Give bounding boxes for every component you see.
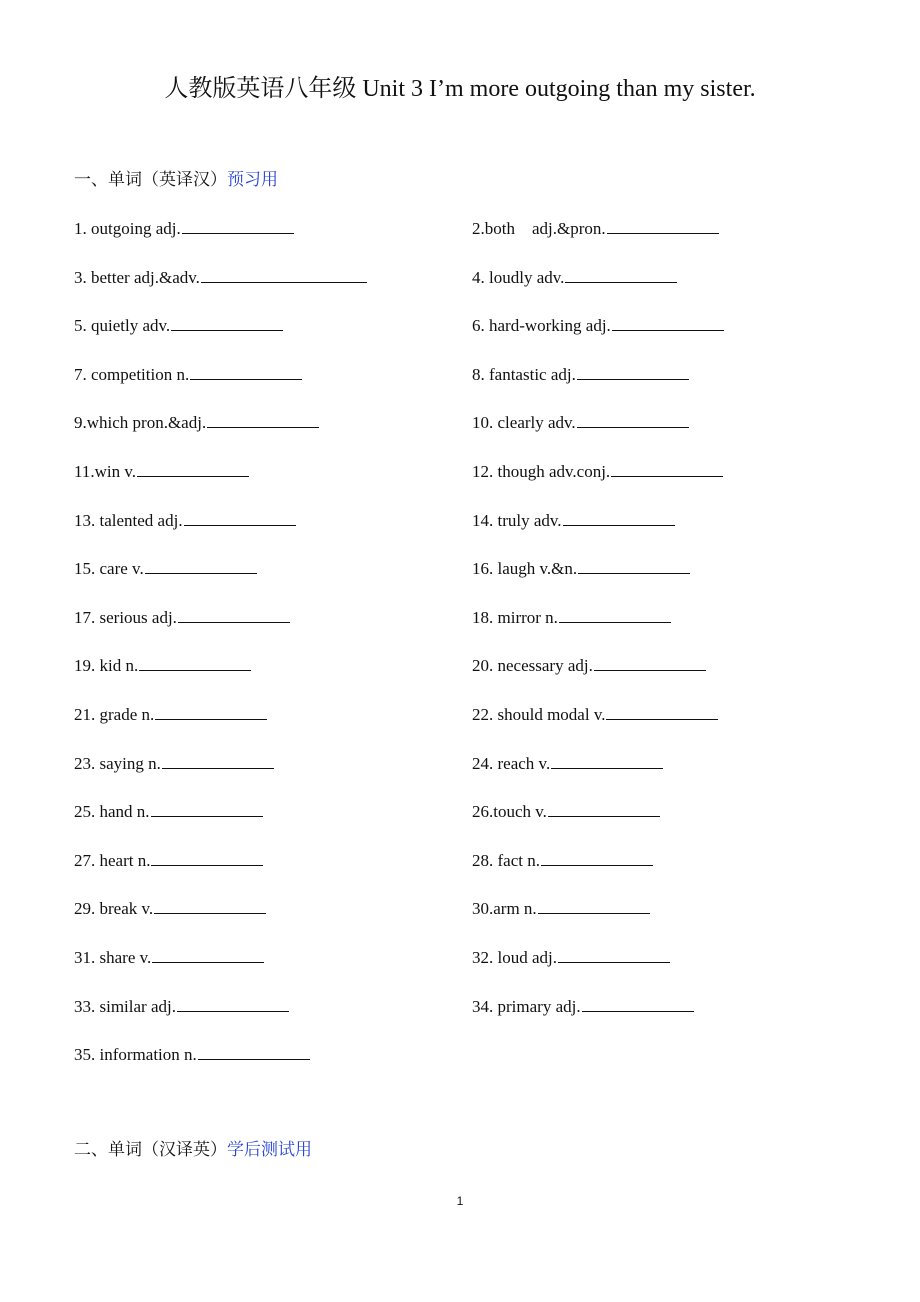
- vocabulary-list: [74, 214, 874, 1089]
- vocab-item: [74, 1040, 472, 1089]
- vocab-item: [74, 749, 472, 798]
- vocab-word: 6. hard-working adj.: [472, 316, 611, 336]
- answer-blank[interactable]: [155, 701, 267, 720]
- vocab-word: 11.win v.: [74, 461, 137, 481]
- section-tag: 学后测试用: [227, 1140, 312, 1160]
- vocab-item: [472, 214, 872, 263]
- page-title: 人教版英语八年级 Unit 3 I’m more outgoing than my sister.: [164, 76, 756, 102]
- answer-blank[interactable]: [184, 507, 296, 526]
- vocab-word: 12. though adv.conj.: [472, 461, 611, 481]
- vocab-item: [74, 263, 472, 312]
- vocab-item: [74, 506, 472, 555]
- vocab-item: [74, 943, 472, 992]
- vocab-word: 22. should modal v.: [472, 704, 606, 724]
- vocab-word: 7. competition n.: [74, 364, 190, 384]
- vocab-item: [74, 992, 472, 1041]
- vocab-item: [74, 360, 472, 409]
- vocab-word: 29. break v.: [74, 899, 154, 919]
- vocab-item: [472, 311, 872, 360]
- answer-blank[interactable]: [559, 604, 671, 623]
- vocab-word: 15. care v.: [74, 559, 144, 579]
- vocab-word: 26.touch v.: [472, 802, 547, 822]
- vocab-item: [472, 797, 872, 846]
- answer-blank[interactable]: [611, 458, 723, 477]
- vocab-item: [74, 894, 472, 943]
- vocab-word: 25. hand n.: [74, 802, 150, 822]
- answer-blank[interactable]: [154, 895, 266, 914]
- vocab-item: [472, 554, 872, 603]
- vocab-word: 31. share v.: [74, 947, 152, 967]
- vocab-item: [74, 457, 472, 506]
- vocab-word: 5. quietly adv.: [74, 316, 171, 336]
- vocab-word: 14. truly adv.: [472, 510, 562, 530]
- answer-blank[interactable]: [612, 312, 724, 331]
- vocab-item: [472, 651, 872, 700]
- answer-blank[interactable]: [152, 944, 264, 963]
- vocab-word: 28. fact n.: [472, 850, 540, 870]
- vocab-word: 21. grade n.: [74, 704, 155, 724]
- vocab-word: 8. fantastic adj.: [472, 364, 576, 384]
- answer-blank[interactable]: [541, 847, 653, 866]
- answer-blank[interactable]: [548, 798, 660, 817]
- vocab-item: [472, 894, 872, 943]
- section-heading-chinese-to-english: [74, 1138, 312, 1162]
- vocab-word: 32. loud adj.: [472, 947, 557, 967]
- answer-blank[interactable]: [558, 944, 670, 963]
- vocab-item: [472, 992, 872, 1041]
- vocab-item: [74, 214, 472, 263]
- answer-blank[interactable]: [207, 409, 319, 428]
- vocab-word: 27. heart n.: [74, 850, 151, 870]
- vocab-item: [74, 554, 472, 603]
- vocab-item: [74, 846, 472, 895]
- vocab-word: 24. reach v.: [472, 753, 551, 773]
- answer-blank[interactable]: [577, 409, 689, 428]
- vocab-item: [472, 263, 872, 312]
- vocab-word: 18. mirror n.: [472, 607, 558, 627]
- vocab-word: 35. information n.: [74, 1045, 197, 1065]
- vocab-word: 3. better adj.&adv.: [74, 267, 200, 287]
- vocab-item: [472, 506, 872, 555]
- vocab-item: [472, 700, 872, 749]
- answer-blank[interactable]: [182, 215, 294, 234]
- section-label: 一、单词（英译汉）: [74, 170, 227, 190]
- answer-blank[interactable]: [565, 264, 677, 283]
- vocab-item: [472, 603, 872, 652]
- vocab-word: 19. kid n.: [74, 656, 139, 676]
- answer-blank[interactable]: [137, 458, 249, 477]
- answer-blank[interactable]: [606, 701, 718, 720]
- answer-blank[interactable]: [582, 993, 694, 1012]
- answer-blank[interactable]: [578, 555, 690, 574]
- answer-blank[interactable]: [607, 215, 719, 234]
- vocab-item: [472, 360, 872, 409]
- vocab-item: [472, 943, 872, 992]
- vocab-item: [472, 408, 872, 457]
- page-number: 1: [456, 1194, 464, 1208]
- vocab-item: [74, 603, 472, 652]
- vocab-item: [472, 749, 872, 798]
- vocab-word: 17. serious adj.: [74, 607, 177, 627]
- vocab-item: [74, 651, 472, 700]
- answer-blank[interactable]: [162, 750, 274, 769]
- vocab-item: [74, 797, 472, 846]
- answer-blank[interactable]: [177, 993, 289, 1012]
- vocab-item: [74, 311, 472, 360]
- answer-blank[interactable]: [594, 652, 706, 671]
- section-label: 二、单词（汉译英）: [74, 1140, 227, 1160]
- answer-blank[interactable]: [190, 361, 302, 380]
- vocab-word: 4. loudly adv.: [472, 267, 565, 287]
- vocab-item: [472, 846, 872, 895]
- vocab-word: 9.which pron.&adj.: [74, 413, 207, 433]
- section-heading-english-to-chinese: [74, 168, 278, 192]
- answer-blank[interactable]: [201, 264, 367, 283]
- vocab-word: 10. clearly adv.: [472, 413, 576, 433]
- answer-blank[interactable]: [551, 750, 663, 769]
- vocab-word: 30.arm n.: [472, 899, 537, 919]
- vocab-item: [74, 408, 472, 457]
- section-tag: 预习用: [227, 170, 278, 190]
- vocab-word: 2.both adj.&pron.: [472, 219, 606, 238]
- vocab-word: 34. primary adj.: [472, 996, 581, 1016]
- answer-blank[interactable]: [151, 847, 263, 866]
- vocab-item: [74, 700, 472, 749]
- answer-blank[interactable]: [139, 652, 251, 671]
- answer-blank[interactable]: [151, 798, 263, 817]
- answer-blank[interactable]: [563, 507, 675, 526]
- answer-blank[interactable]: [171, 312, 283, 331]
- vocab-item: [472, 457, 872, 506]
- answer-blank[interactable]: [145, 555, 257, 574]
- vocab-word: 20. necessary adj.: [472, 656, 593, 676]
- vocab-word: 1. outgoing adj.: [74, 219, 181, 238]
- vocab-word: 33. similar adj.: [74, 996, 176, 1016]
- vocab-word: 13. talented adj.: [74, 510, 183, 530]
- answer-blank[interactable]: [178, 604, 290, 623]
- answer-blank[interactable]: [538, 895, 650, 914]
- answer-blank[interactable]: [577, 361, 689, 380]
- answer-blank[interactable]: [198, 1041, 310, 1060]
- vocab-word: 23. saying n.: [74, 753, 161, 773]
- vocab-word: 16. laugh v.&n.: [472, 559, 578, 579]
